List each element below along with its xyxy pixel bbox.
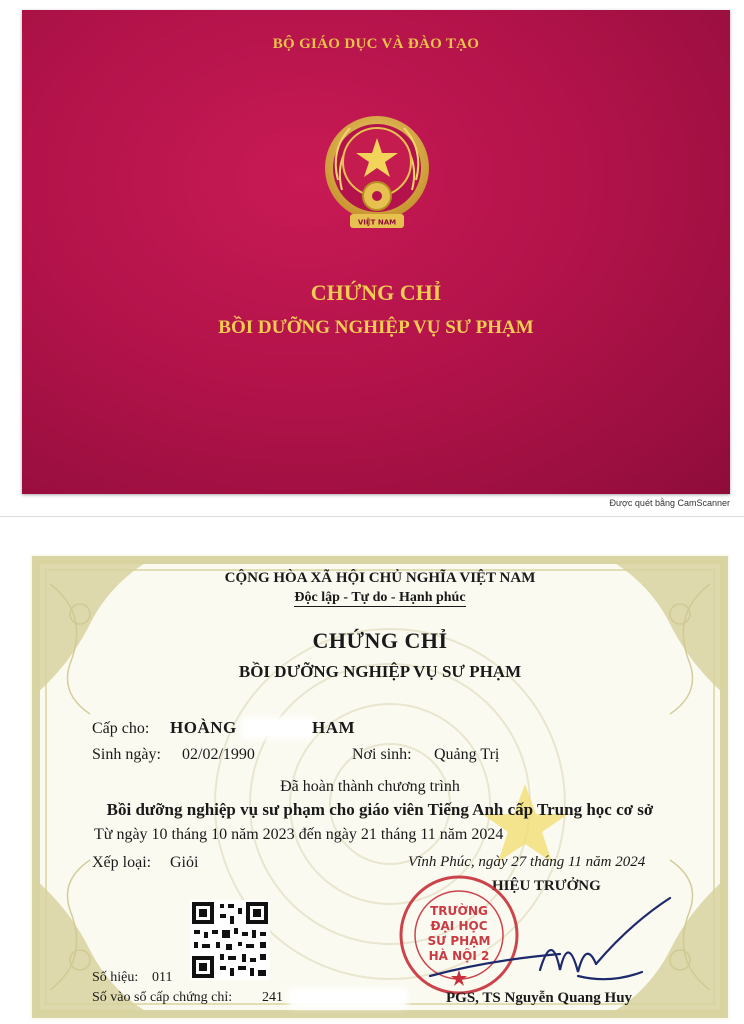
dob-label: Sinh ngày: [92, 746, 161, 763]
issued-to-label: Cấp cho: [92, 720, 150, 737]
completed-text: Đã hoàn thành chương trình [280, 778, 460, 795]
svg-text:ĐẠI HỌC: ĐẠI HỌC [430, 919, 488, 933]
redacted-name [242, 717, 314, 739]
svg-text:VIỆT NAM: VIỆT NAM [357, 218, 397, 227]
pob-value: Quảng Trị [434, 746, 500, 763]
serial-label: Số hiệu: [92, 970, 139, 985]
cover-ministry: BỘ GIÁO DỤC VÀ ĐÀO TẠO [272, 36, 480, 52]
dob-value: 02/02/1990 [182, 746, 255, 763]
pob-label: Nơi sinh: [352, 746, 412, 763]
motto: Độc lập - Tự do - Hạnh phúc [294, 590, 466, 605]
issued-to-name-last: HAM [312, 718, 356, 737]
country-heading: CỘNG HÒA XÃ HỘI CHỦ NGHĨA VIỆT NAM [224, 570, 536, 586]
certificate-page [30, 554, 730, 1020]
certificate-cover [22, 10, 730, 494]
signature [420, 884, 680, 994]
cover-subtitle: BỒI DƯỠNG NGHIỆP VỤ SƯ PHẠM [218, 317, 534, 338]
page-divider [0, 516, 744, 517]
signer-title: HIỆU TRƯỞNG [492, 878, 601, 894]
serial-value: 011 [152, 970, 173, 985]
cover-title: CHỨNG CHỈ [310, 280, 442, 305]
place-date: Vĩnh Phúc, ngày 27 tháng 11 năm 2024 [408, 854, 646, 870]
svg-text:TRƯỜNG: TRƯỜNG [430, 904, 488, 918]
redacted-register [288, 988, 408, 1008]
national-emblem-icon [320, 110, 434, 240]
register-value: 241 [262, 990, 283, 1005]
rank-value: Giỏi [170, 854, 199, 871]
scan-watermark: Được quét bằng CamScanner [609, 498, 730, 508]
qr-code-icon [190, 900, 270, 980]
program-dates: Từ ngày 10 tháng 10 năm 2023 đến ngày 21 tháng 11 năm 2024 [94, 826, 504, 843]
rank-label: Xếp loại: [92, 854, 152, 871]
svg-text:SƯ PHẠM: SƯ PHẠM [427, 934, 491, 948]
signer-name: PGS, TS Nguyễn Quang Huy [446, 990, 633, 1006]
program-name: Bồi dưỡng nghiệp vụ sư phạm cho giáo viên Tiếng Anh cấp Trung học cơ sở [106, 800, 654, 819]
register-label: Số vào sổ cấp chứng chỉ: [92, 990, 233, 1005]
issued-to-name-first: HOÀNG [170, 718, 237, 737]
certificate-subtitle: BỒI DƯỠNG NGHIỆP VỤ SƯ PHẠM [238, 662, 522, 681]
certificate-title: CHỨNG CHỈ [312, 628, 448, 653]
svg-text:HÀ NỘI 2: HÀ NỘI 2 [428, 949, 490, 963]
